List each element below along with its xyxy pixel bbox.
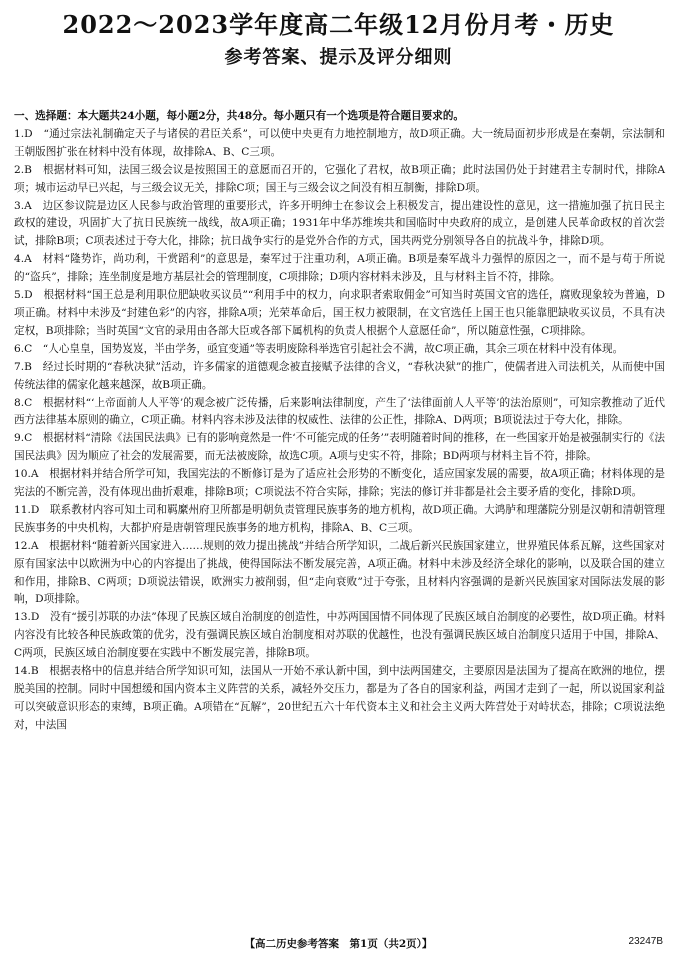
answer-item-12: 12.A 根据材料“随着新兴国家进入……规则的效力提出挑战”并结合所学知识，二战后新兴民族国家建立，世界殖民体系瓦解，这些国家对原有国家法中以欧洲为中心的内容提出了挑战，使得国际法不断发展完善，A项正确。材料中未涉及经济全球化的影响，以及联合国的建立和作用，排除B、C两项；D项说法错误，欧洲实力被削弱，但“走向衰败”过于夸张，且材料内容强调的是新兴民族国家对国际法发展的影响，D项排除。	[14, 539, 665, 606]
page-footer	[0, 936, 677, 956]
document-title: 2022～2023学年度高二年级12月份月考・历史	[62, 10, 615, 39]
answer-item-2: 2.B 根据材料可知，法国三级会议是按照国王的意愿而召开的，它强化了君权，故B项正确；此时法国仍处于封建君主专制时代，排除A项；城市运动早已兴起，与三级会议无关，排除C项；国王与三级会议之间没有相互制衡，排除D项。	[14, 163, 665, 194]
section-heading: 一、选择题：本大题共24小题，每小题2分，共48分。每小题只有一个选项是符合题目要求的。	[14, 110, 465, 122]
answer-item-8: 8.C 根据材料“‘上帝面前人人平等’的观念被广泛传播，后来影响法律制度，产生了‘法律面前人人平等’的法治原则”，可知宗教推动了近代西方法律基本原则的确立，C项正确。材料内容未涉及法律的权威性、法律的公正性，排除A、D两项；B项说法过于夸大化，排除。	[14, 396, 665, 427]
page-number-label: 【高二历史参考答案 第1页（共2页）】	[244, 938, 433, 950]
document-code: 23247B	[628, 936, 663, 947]
answer-item-7: 7.B 经过长时期的“春秋决狱”活动，许多儒家的道德观念被直接赋予法律的含义，“春秋决狱”的推广，使儒者进入司法机关，从而使中国传统法律的儒家化越来越深，故B项正确。	[14, 360, 665, 391]
answer-item-1: 1.D “通过宗法礼制确定天子与诸侯的君臣关系”，可以使中央更有力地控制地方，故D项正确。大一统局面初步形成是在秦朝，宗法制和王朝版图扩张在材料中没有体现，故排除A、B、C三项。	[14, 127, 665, 158]
answer-item-10: 10.A 根据材料并结合所学可知，我国宪法的不断修订是为了适应社会形势的不断变化，适应国家发展的需要，故A项正确；材料体现的是宪法的不断完善，没有体现出曲折艰难，排除B项；C项说法不符合实际，排除；宪法的修订并非都是社会主要矛盾的变化，排除D项。	[14, 468, 665, 499]
answer-item-4: 4.A 材料“隆势诈，尚功利，干赏蹈利”的意思是，秦军过于注重功利，A项正确。B项是秦军战斗力强悍的原因之一，而不是与苟于所说的“盗兵”，排除；连坐制度是地方基层社会的管理制度，C项排除；D项内容材料未涉及，且与材料主旨不符，排除。	[14, 253, 665, 284]
answer-item-6: 6.C “人心皇皇，国势岌岌，半由学务，亟宜变通”等表明废除科举选官引起社会不满，故C项正确，其余三项在材料中没有体现。	[14, 342, 624, 355]
answer-item-5: 5.D 根据材料“国王总是利用职位肥缺收买议员”“利用手中的权力，向求职者索取佣金”可知当时英国文官的选任，腐败现象较为普遍，D项正确。材料中未涉及“封建色彩”的内容，排除A项；光荣革命后，国王权力被限制，在文官选任上国王也只能靠肥缺收买议员，不具有决定权，B项排除；当时英国“文官的录用由各部大臣或各部下属机构的负责人根据个人意愿任命”，所以随意性强，C项排除。	[14, 289, 665, 337]
answer-body	[14, 108, 665, 735]
answer-item-3: 3.A 边区参议院是边区人民参与政治管理的重要形式，许多开明绅士在参议会上积极发言，提出建设性的意见，这一措施加强了抗日民主政权的建设，巩固扩大了抗日民族统一战线，故A项正确；1931年中华苏维埃共和国临时中央政府的成立，是创建人民革命政权的首次尝试，排除B项；C项表述过于夸大化，排除；抗日战争实行的是党外合作的方式，国共两党分别领导各自的抗战斗争，排除D项。	[14, 199, 665, 248]
answer-item-9: 9.C 根据材料“清除《法国民法典》已有的影响竟然是一件‘不可能完成的任务’”表明随着时间的推移，在一些国家开始是被强制实行的《法国民法典》因为顺应了社会的发展需要，而无法被废除，故选C项。A项与史实不符，排除；BD两项与材料主旨不符，排除。	[14, 432, 665, 463]
answer-item-11: 11.D 联系教材内容可知土司和羁縻州府卫所都是明朝负责管理民族事务的地方机构，故D项正确。大鸿胪和理藩院分别是汉朝和清朝管理民族事务的中央机构，大都护府是唐朝管理民族事务的地方机构，排除A、B、C三项。	[14, 503, 665, 534]
document-subtitle: 参考答案、提示及评分细则	[224, 47, 453, 68]
answer-item-14: 14.B 根据表格中的信息并结合所学知识可知，法国从一开始不承认新中国，到中法两国建交，主要原因是法国为了提高在欧洲的地位，摆脱美国的控制。同时中国想缓和国内资本主义阵营的关系，减轻外交压力，都是为了各自的国家利益，两国才走到了一起，所以说国家利益可以突破意识形态的束缚，B项正确。A项错在“瓦解”，20世纪五六十年代资本主义和社会主义两大阵营处于对峙状态，排除；C项说法绝对，中法国	[14, 665, 665, 731]
answer-item-13: 13.D 没有“援引苏联的办法”体现了民族区域自治制度的创造性，中苏两国国情不同体现了民族区域自治制度的必要性，故D项正确。材料内容没有比较各种民族政策的优劣，没有强调民族区域自治制度相对苏联的优越性，也没有强调民族区域自治制度只适用于中国，排除A、C两项，民族区域自治制度要在实践中不断发展完善，排除B项。	[14, 611, 665, 660]
